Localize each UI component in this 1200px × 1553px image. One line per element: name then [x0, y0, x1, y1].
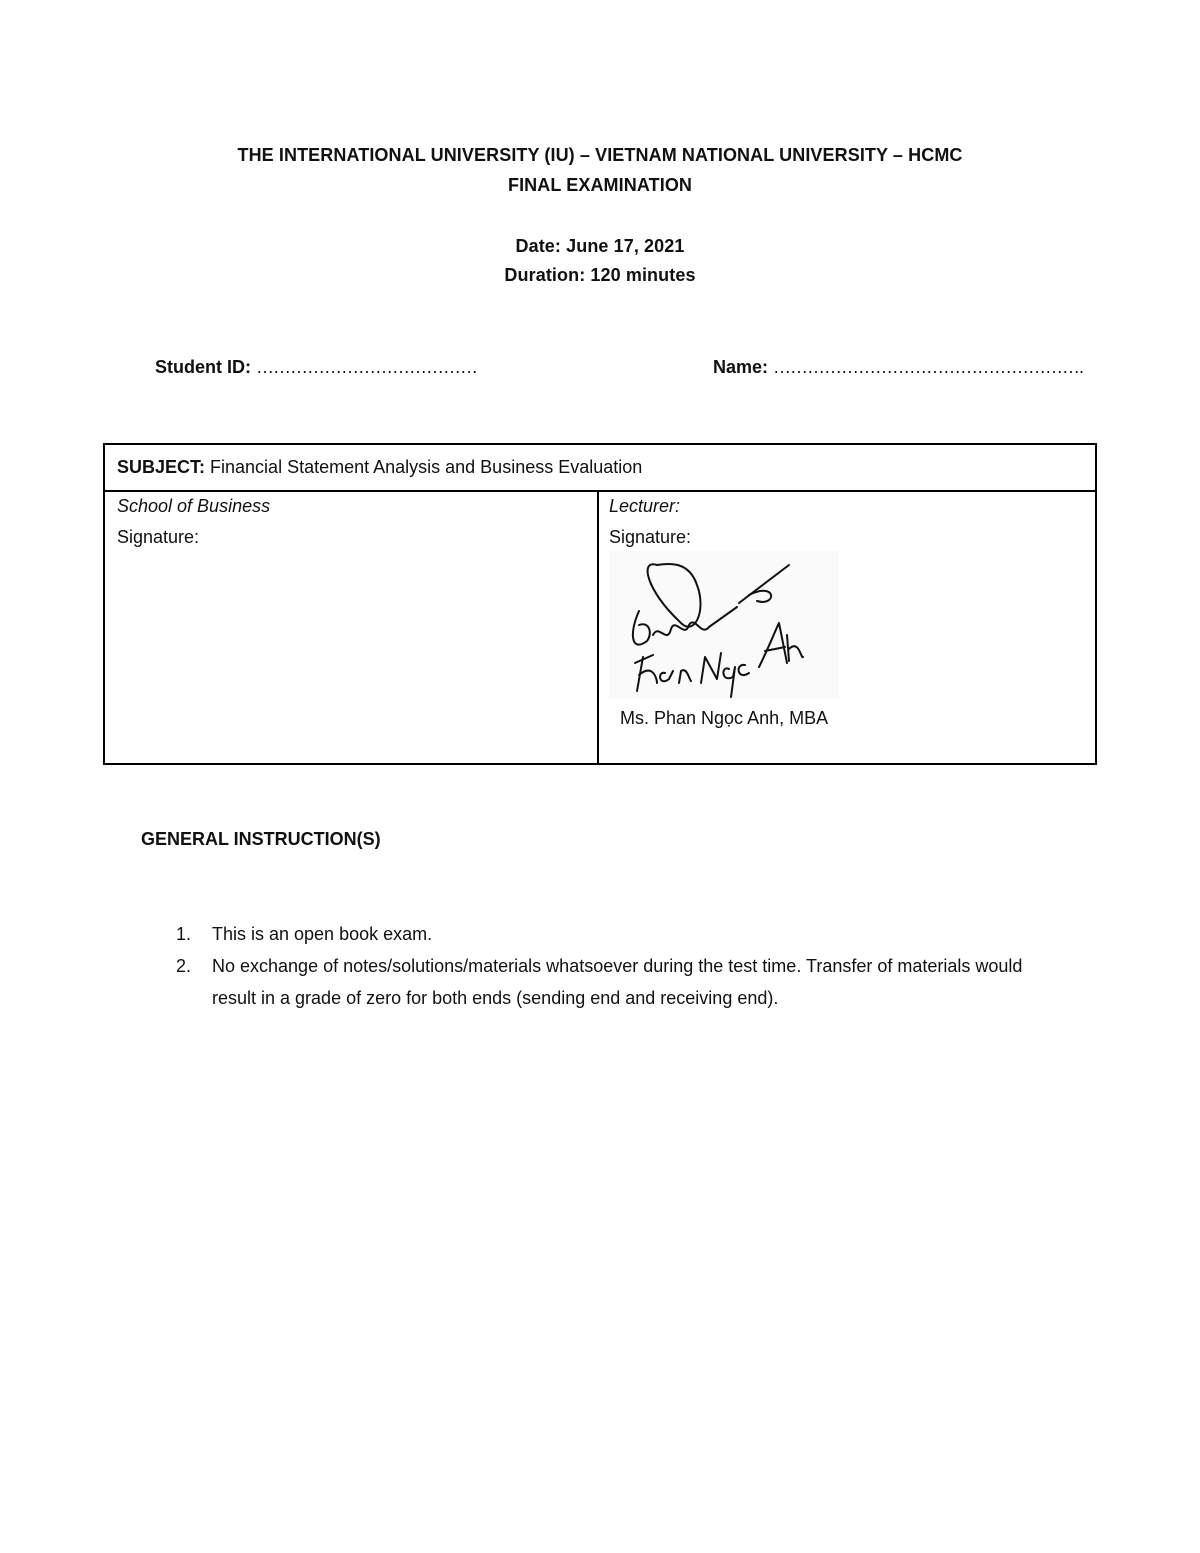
lecturer-signature-label: Signature:: [609, 527, 692, 547]
list-item: [176, 918, 1036, 950]
list-item-number: 1.: [176, 924, 192, 944]
lecturer-title: Lecturer:: [609, 496, 681, 516]
table-divider: [597, 492, 599, 763]
student-name-blank: ……………………………………………….: [773, 357, 1084, 377]
subject-line: [117, 457, 642, 478]
school-signature-label: Signature:: [117, 527, 200, 547]
exam-date: Date: June 17, 2021: [515, 236, 685, 256]
student-name-field: [713, 357, 1083, 378]
signature-image: [609, 551, 839, 699]
student-id-label: Student ID:: [155, 357, 251, 377]
subject-label: SUBJECT:: [117, 457, 206, 477]
subject-row: [105, 445, 1095, 492]
student-name-label: Name:: [713, 357, 769, 377]
school-title: School of Business: [117, 496, 271, 516]
list-item: [176, 950, 1036, 1014]
subject-table: [103, 443, 1097, 765]
list-item-number: 2.: [176, 956, 192, 976]
lecturer-name: Ms. Phan Ngọc Anh, MBA: [620, 708, 829, 728]
handwritten-signature: [609, 551, 839, 699]
list-item-text: This is an open book exam.: [212, 924, 433, 944]
subject-value: Financial Statement Analysis and Business Evaluation: [210, 457, 643, 477]
list-item-text: No exchange of notes/solutions/materials whatsoever during the test time. Transfer of materials would result in a grade of zero for both ends (sending end and receiving end).: [212, 956, 1023, 1008]
exam-title: FINAL EXAMINATION: [507, 175, 693, 195]
instructions-list: [176, 918, 1036, 1014]
student-id-field: [155, 357, 477, 378]
student-id-blank: …………………………………: [256, 357, 478, 377]
exam-duration: Duration: 120 minutes: [504, 265, 696, 285]
instructions-heading: GENERAL INSTRUCTION(S): [141, 829, 381, 849]
university-title: THE INTERNATIONAL UNIVERSITY (IU) – VIETNAM NATIONAL UNIVERSITY – HCMC: [237, 145, 963, 165]
